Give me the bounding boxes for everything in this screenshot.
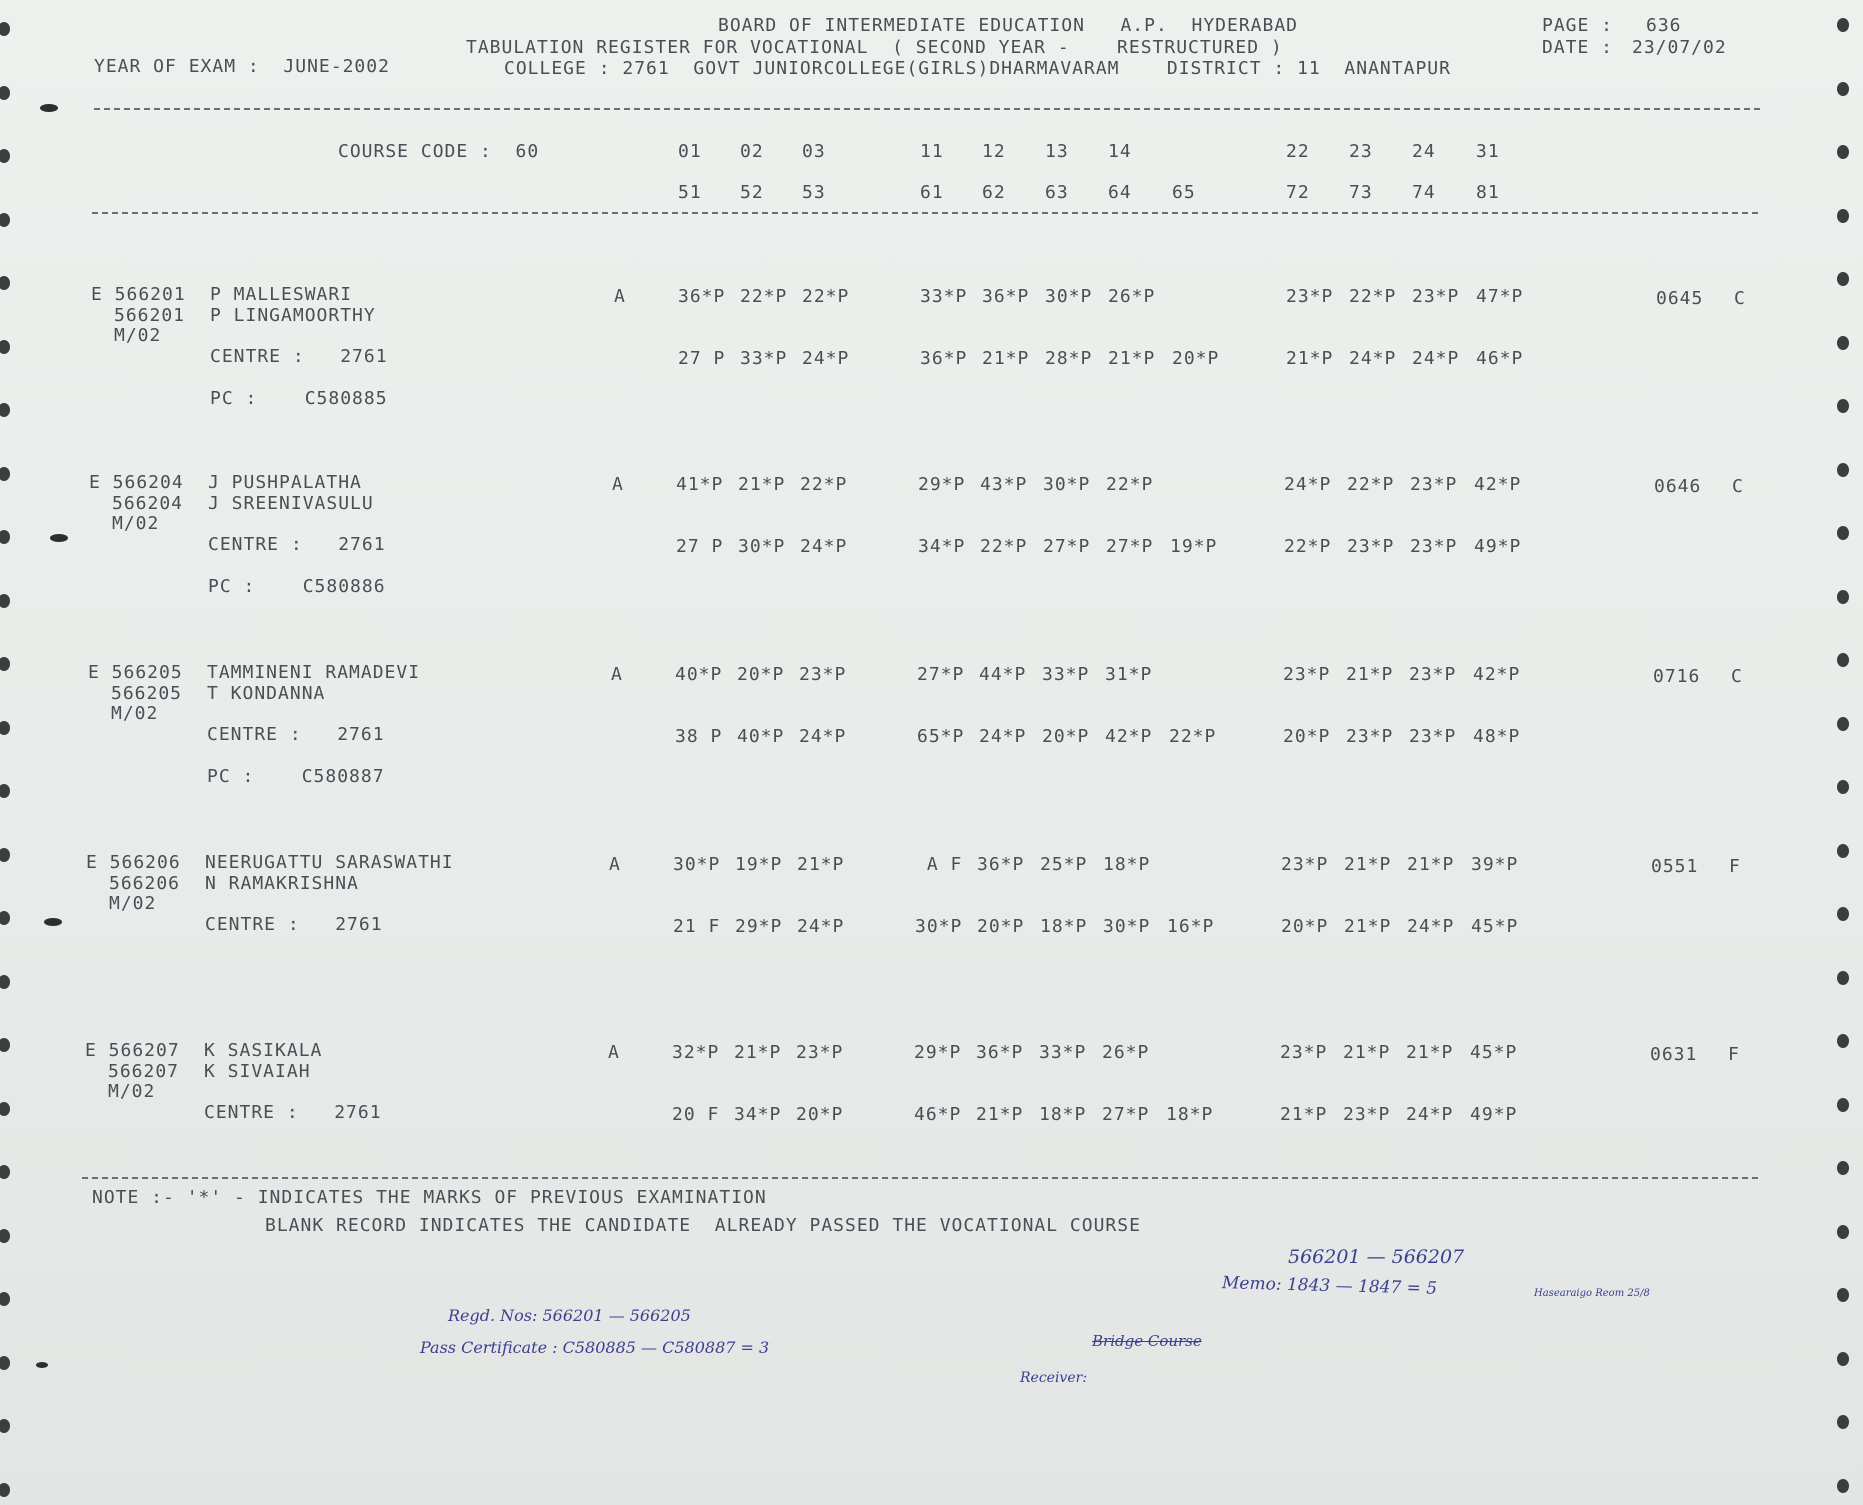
mark-cell: A F — [915, 854, 963, 875]
mark-cell: 36*P — [982, 286, 1030, 307]
subject-code: 74 — [1412, 182, 1436, 203]
subject-code: 63 — [1045, 182, 1069, 203]
mark-cell: 42*P — [1105, 726, 1153, 747]
divider — [92, 212, 1758, 214]
mark-cell: 24*P — [1406, 1104, 1454, 1125]
perforation-hole — [0, 594, 10, 608]
mark-cell: 36*P — [976, 1042, 1024, 1063]
candidate-name: NEERUGATTU SARASWATHI — [205, 852, 454, 873]
mark-cell: 23*P — [1410, 474, 1458, 495]
grade-letter: A — [608, 1042, 620, 1063]
mark-cell: 21*P — [1346, 664, 1394, 685]
mark-cell: 43*P — [980, 474, 1028, 495]
perforation-hole — [1837, 590, 1849, 604]
mark-cell: 40*P — [675, 664, 723, 685]
perforation-hole — [1837, 463, 1849, 477]
mark-cell: 27*P — [917, 664, 965, 685]
perforation-hole — [1837, 907, 1849, 921]
perforation-hole — [1837, 399, 1849, 413]
grade-letter: A — [612, 474, 624, 495]
handwritten-memo: Memo: 1843 — 1847 = 5 — [1221, 1273, 1438, 1299]
mark-cell: 21*P — [1406, 1042, 1454, 1063]
subject-code: 03 — [802, 141, 826, 162]
mark-cell: 21*P — [1344, 854, 1392, 875]
mark-cell: 21*P — [738, 474, 786, 495]
mark-cell: 23*P — [1346, 726, 1394, 747]
binder-mark — [40, 104, 58, 112]
perforation-hole — [1837, 272, 1849, 286]
perforation-hole — [0, 1419, 10, 1433]
perforation-hole — [1837, 1479, 1849, 1493]
handwritten-scribble: Hasearaigo Reom 25/8 — [1534, 1288, 1650, 1299]
grade-letter: A — [609, 854, 621, 875]
perforation-hole — [0, 784, 10, 798]
registration-number: E 566206 — [86, 852, 181, 873]
subject-code: 22 — [1286, 141, 1310, 162]
perforation-hole — [1837, 1098, 1849, 1112]
perforation-hole — [1837, 209, 1849, 223]
result-class: F — [1728, 1044, 1740, 1065]
left-perforation — [0, 0, 24, 1505]
mark-cell: 36*P — [678, 286, 726, 307]
handwritten-signature: Bridge Course — [1092, 1332, 1202, 1350]
mark-cell: 23*P — [1280, 1042, 1328, 1063]
mark-cell: 21*P — [1286, 348, 1334, 369]
perforation-hole — [1837, 1225, 1849, 1239]
mark-cell: 30*P — [673, 854, 721, 875]
mark-cell: 23*P — [796, 1042, 844, 1063]
perforation-hole — [0, 1356, 10, 1370]
mark-cell: 33*P — [1039, 1042, 1087, 1063]
subject-code: 02 — [740, 141, 764, 162]
mark-cell: 23*P — [1286, 286, 1334, 307]
mark-cell: 27 P — [676, 536, 724, 557]
result-class: C — [1732, 476, 1744, 497]
candidate-name: P MALLESWARI — [210, 284, 353, 305]
candidate-name: K SASIKALA — [204, 1040, 323, 1061]
perforation-hole — [1837, 1034, 1849, 1048]
mark-cell: 30*P — [1043, 474, 1091, 495]
mark-cell: 24*P — [1284, 474, 1332, 495]
father-name: J SREENIVASULU — [208, 493, 374, 514]
mark-cell: 29*P — [735, 916, 783, 937]
registration-number: E 566207 — [85, 1040, 180, 1061]
mark-cell: 20*P — [796, 1104, 844, 1125]
perforation-hole — [0, 276, 10, 290]
mark-cell: 23*P — [1343, 1104, 1391, 1125]
mark-cell: 21*P — [797, 854, 845, 875]
subject-code: 51 — [678, 182, 702, 203]
subject-code: 13 — [1045, 141, 1069, 162]
divider — [94, 108, 1760, 110]
perforation-hole — [0, 1483, 10, 1497]
date-value: 23/07/02 — [1632, 37, 1727, 58]
result-class: F — [1729, 856, 1741, 877]
total-marks: 0645 — [1656, 288, 1704, 309]
register-title: TABULATION REGISTER FOR VOCATIONAL ( SECOND YEAR - RESTRUCTURED ) — [466, 37, 1283, 58]
centre-code: CENTRE : 2761 — [205, 914, 383, 935]
mark-cell: 22*P — [802, 286, 850, 307]
mark-cell: 18*P — [1040, 916, 1088, 937]
perforation-hole — [1837, 82, 1849, 96]
mark-cell: 16*P — [1167, 916, 1215, 937]
date-label: DATE : — [1542, 37, 1614, 58]
perforation-hole — [0, 1165, 10, 1179]
mark-cell: 18*P — [1039, 1104, 1087, 1125]
mark-cell: 26*P — [1108, 286, 1156, 307]
course-code: COURSE CODE : 60 — [338, 141, 540, 162]
mark-cell: 20*P — [1172, 348, 1220, 369]
note-line2: BLANK RECORD INDICATES THE CANDIDATE ALREADY PASSED THE VOCATIONAL COURSE — [265, 1215, 1141, 1236]
perforation-hole — [1837, 780, 1849, 794]
mark-cell: 20*P — [977, 916, 1025, 937]
mark-cell: 22*P — [800, 474, 848, 495]
mark-cell: 45*P — [1471, 916, 1519, 937]
subject-code: 14 — [1108, 141, 1132, 162]
mark-cell: 24*P — [802, 348, 850, 369]
subject-code: 73 — [1349, 182, 1373, 203]
mark-cell: 22*P — [980, 536, 1028, 557]
page-label: PAGE : — [1542, 15, 1614, 36]
pass-certificate-number: PC : C580887 — [207, 766, 385, 787]
candidate-name: J PUSHPALATHA — [208, 472, 362, 493]
subject-code: 81 — [1476, 182, 1500, 203]
college-line: COLLEGE : 2761 GOVT JUNIORCOLLEGE(GIRLS)DHARMAVARAM DISTRICT : 11 ANANTAPUR — [504, 58, 1451, 79]
perforation-hole — [1837, 1288, 1849, 1302]
perforation-hole — [0, 467, 10, 481]
subject-code: 53 — [802, 182, 826, 203]
subject-code: 11 — [920, 141, 944, 162]
mark-cell: 23*P — [1412, 286, 1460, 307]
mark-cell: 33*P — [740, 348, 788, 369]
mark-cell: 24*P — [1407, 916, 1455, 937]
mark-cell: 39*P — [1471, 854, 1519, 875]
mark-cell: 21 F — [673, 916, 721, 937]
perforation-hole — [1837, 717, 1849, 731]
medium-code: M/02 — [109, 893, 157, 914]
mark-cell: 23*P — [799, 664, 847, 685]
mark-cell: 23*P — [1347, 536, 1395, 557]
registration-number-repeat: 566205 — [111, 683, 183, 704]
subject-code: 52 — [740, 182, 764, 203]
father-name: K SIVAIAH — [204, 1061, 311, 1082]
perforation-hole — [0, 149, 10, 163]
centre-code: CENTRE : 2761 — [208, 534, 386, 555]
mark-cell: 41*P — [676, 474, 724, 495]
mark-cell: 46*P — [914, 1104, 962, 1125]
medium-code: M/02 — [111, 703, 159, 724]
mark-cell: 42*P — [1474, 474, 1522, 495]
mark-cell: 22*P — [1169, 726, 1217, 747]
mark-cell: 32*P — [672, 1042, 720, 1063]
perforation-hole — [1837, 1415, 1849, 1429]
medium-code: M/02 — [114, 325, 162, 346]
pass-certificate-number: PC : C580885 — [210, 388, 388, 409]
mark-cell: 44*P — [979, 664, 1027, 685]
registration-number: E 566201 — [91, 284, 186, 305]
mark-cell: 24*P — [799, 726, 847, 747]
result-class: C — [1734, 288, 1746, 309]
registration-number-repeat: 566207 — [108, 1061, 180, 1082]
medium-code: M/02 — [108, 1081, 156, 1102]
mark-cell: 23*P — [1409, 664, 1457, 685]
subject-code: 64 — [1108, 182, 1132, 203]
mark-cell: 22*P — [1106, 474, 1154, 495]
mark-cell: 18*P — [1103, 854, 1151, 875]
perforation-hole — [0, 213, 10, 227]
centre-code: CENTRE : 2761 — [204, 1102, 382, 1123]
mark-cell: 19*P — [1170, 536, 1218, 557]
mark-cell: 20*P — [1283, 726, 1331, 747]
mark-cell: 23*P — [1283, 664, 1331, 685]
total-marks: 0646 — [1654, 476, 1702, 497]
pass-certificate-number: PC : C580886 — [208, 576, 386, 597]
handwritten-range: 566201 — 566207 — [1288, 1246, 1465, 1268]
perforation-hole — [1837, 18, 1849, 32]
mark-cell: 22*P — [1284, 536, 1332, 557]
mark-cell: 30*P — [1103, 916, 1151, 937]
mark-cell: 29*P — [918, 474, 966, 495]
handwritten-receiver: Receiver: — [1020, 1370, 1088, 1386]
mark-cell: 33*P — [920, 286, 968, 307]
perforation-hole — [0, 911, 10, 925]
total-marks: 0551 — [1651, 856, 1699, 877]
centre-code: CENTRE : 2761 — [210, 346, 388, 367]
perforation-hole — [0, 721, 10, 735]
mark-cell: 65*P — [917, 726, 965, 747]
father-name: N RAMAKRISHNA — [205, 873, 359, 894]
mark-cell: 29*P — [914, 1042, 962, 1063]
mark-cell: 48*P — [1473, 726, 1521, 747]
board-title: BOARD OF INTERMEDIATE EDUCATION A.P. HYDERABAD — [718, 15, 1299, 36]
perforation-hole — [1837, 1352, 1849, 1366]
mark-cell: 21*P — [982, 348, 1030, 369]
mark-cell: 19*P — [735, 854, 783, 875]
mark-cell: 34*P — [918, 536, 966, 557]
subject-code: 62 — [982, 182, 1006, 203]
registration-number: E 566205 — [88, 662, 183, 683]
perforation-hole — [0, 1292, 10, 1306]
mark-cell: 22*P — [1347, 474, 1395, 495]
mark-cell: 20*P — [1042, 726, 1090, 747]
perforation-hole — [0, 340, 10, 354]
binder-mark — [44, 918, 62, 926]
mark-cell: 40*P — [737, 726, 785, 747]
mark-cell: 45*P — [1470, 1042, 1518, 1063]
perforation-hole — [0, 530, 10, 544]
perforation-hole — [0, 975, 10, 989]
perforation-hole — [0, 1229, 10, 1243]
father-name: P LINGAMOORTHY — [210, 305, 376, 326]
subject-code: 61 — [920, 182, 944, 203]
candidate-name: TAMMINENI RAMADEVI — [207, 662, 421, 683]
mark-cell: 27*P — [1102, 1104, 1150, 1125]
father-name: T KONDANNA — [207, 683, 326, 704]
binder-mark — [50, 534, 68, 542]
subject-code: 65 — [1172, 182, 1196, 203]
perforation-hole — [0, 403, 10, 417]
perforation-hole — [1837, 336, 1849, 350]
perforation-hole — [0, 657, 10, 671]
grade-letter: A — [611, 664, 623, 685]
subject-code: 12 — [982, 141, 1006, 162]
mark-cell: 27*P — [1043, 536, 1091, 557]
mark-cell: 49*P — [1474, 536, 1522, 557]
note-line1: NOTE :- '*' - INDICATES THE MARKS OF PREVIOUS EXAMINATION — [92, 1187, 767, 1208]
perforation-hole — [1837, 526, 1849, 540]
mark-cell: 26*P — [1102, 1042, 1150, 1063]
mark-cell: 30*P — [915, 916, 963, 937]
mark-cell: 34*P — [734, 1104, 782, 1125]
handwritten-pass-certificate: Pass Certificate : C580885 — C580887 = 3 — [420, 1338, 770, 1357]
mark-cell: 21*P — [1108, 348, 1156, 369]
mark-cell: 24*P — [1412, 348, 1460, 369]
perforation-hole — [1837, 971, 1849, 985]
perforation-hole — [0, 86, 10, 100]
binder-mark — [36, 1362, 48, 1368]
result-class: C — [1731, 666, 1743, 687]
mark-cell: 21*P — [1280, 1104, 1328, 1125]
mark-cell: 21*P — [734, 1042, 782, 1063]
grade-letter: A — [614, 286, 626, 307]
handwritten-regd: Regd. Nos: 566201 — 566205 — [448, 1306, 691, 1325]
mark-cell: 49*P — [1470, 1104, 1518, 1125]
subject-code: 01 — [678, 141, 702, 162]
mark-cell: 24*P — [979, 726, 1027, 747]
mark-cell: 20*P — [737, 664, 785, 685]
perforation-hole — [1837, 653, 1849, 667]
perforation-hole — [1837, 844, 1849, 858]
mark-cell: 33*P — [1042, 664, 1090, 685]
medium-code: M/02 — [112, 513, 160, 534]
mark-cell: 20*P — [1281, 916, 1329, 937]
mark-cell: 30*P — [738, 536, 786, 557]
mark-cell: 22*P — [740, 286, 788, 307]
centre-code: CENTRE : 2761 — [207, 724, 385, 745]
mark-cell: 24*P — [797, 916, 845, 937]
perforation-hole — [0, 1102, 10, 1116]
mark-cell: 23*P — [1281, 854, 1329, 875]
divider — [82, 1177, 1758, 1179]
mark-cell: 27 P — [678, 348, 726, 369]
mark-cell: 24*P — [1349, 348, 1397, 369]
mark-cell: 25*P — [1040, 854, 1088, 875]
perforation-hole — [0, 848, 10, 862]
mark-cell: 47*P — [1476, 286, 1524, 307]
mark-cell: 42*P — [1473, 664, 1521, 685]
subject-code: 23 — [1349, 141, 1373, 162]
year-of-exam: YEAR OF EXAM : JUNE-2002 — [94, 56, 390, 77]
subject-code: 72 — [1286, 182, 1310, 203]
perforation-hole — [1837, 1161, 1849, 1175]
mark-cell: 36*P — [920, 348, 968, 369]
perforation-hole — [0, 1038, 10, 1052]
mark-cell: 30*P — [1045, 286, 1093, 307]
mark-cell: 21*P — [976, 1104, 1024, 1125]
mark-cell: 31*P — [1105, 664, 1153, 685]
mark-cell: 36*P — [977, 854, 1025, 875]
total-marks: 0631 — [1650, 1044, 1698, 1065]
registration-number-repeat: 566201 — [114, 305, 186, 326]
right-perforation — [1833, 0, 1857, 1505]
mark-cell: 18*P — [1166, 1104, 1214, 1125]
registration-number: E 566204 — [89, 472, 184, 493]
subject-code: 31 — [1476, 141, 1500, 162]
total-marks: 0716 — [1653, 666, 1701, 687]
mark-cell: 46*P — [1476, 348, 1524, 369]
subject-code: 24 — [1412, 141, 1436, 162]
mark-cell: 28*P — [1045, 348, 1093, 369]
mark-cell: 23*P — [1410, 536, 1458, 557]
page-number: 636 — [1646, 15, 1682, 36]
registration-number-repeat: 566206 — [109, 873, 181, 894]
mark-cell: 22*P — [1349, 286, 1397, 307]
mark-cell: 21*P — [1344, 916, 1392, 937]
registration-number-repeat: 566204 — [112, 493, 184, 514]
mark-cell: 21*P — [1407, 854, 1455, 875]
mark-cell: 38 P — [675, 726, 723, 747]
perforation-hole — [1837, 145, 1849, 159]
mark-cell: 24*P — [800, 536, 848, 557]
mark-cell: 21*P — [1343, 1042, 1391, 1063]
mark-cell: 23*P — [1409, 726, 1457, 747]
perforation-hole — [0, 22, 10, 36]
mark-cell: 27*P — [1106, 536, 1154, 557]
mark-cell: 20 F — [672, 1104, 720, 1125]
